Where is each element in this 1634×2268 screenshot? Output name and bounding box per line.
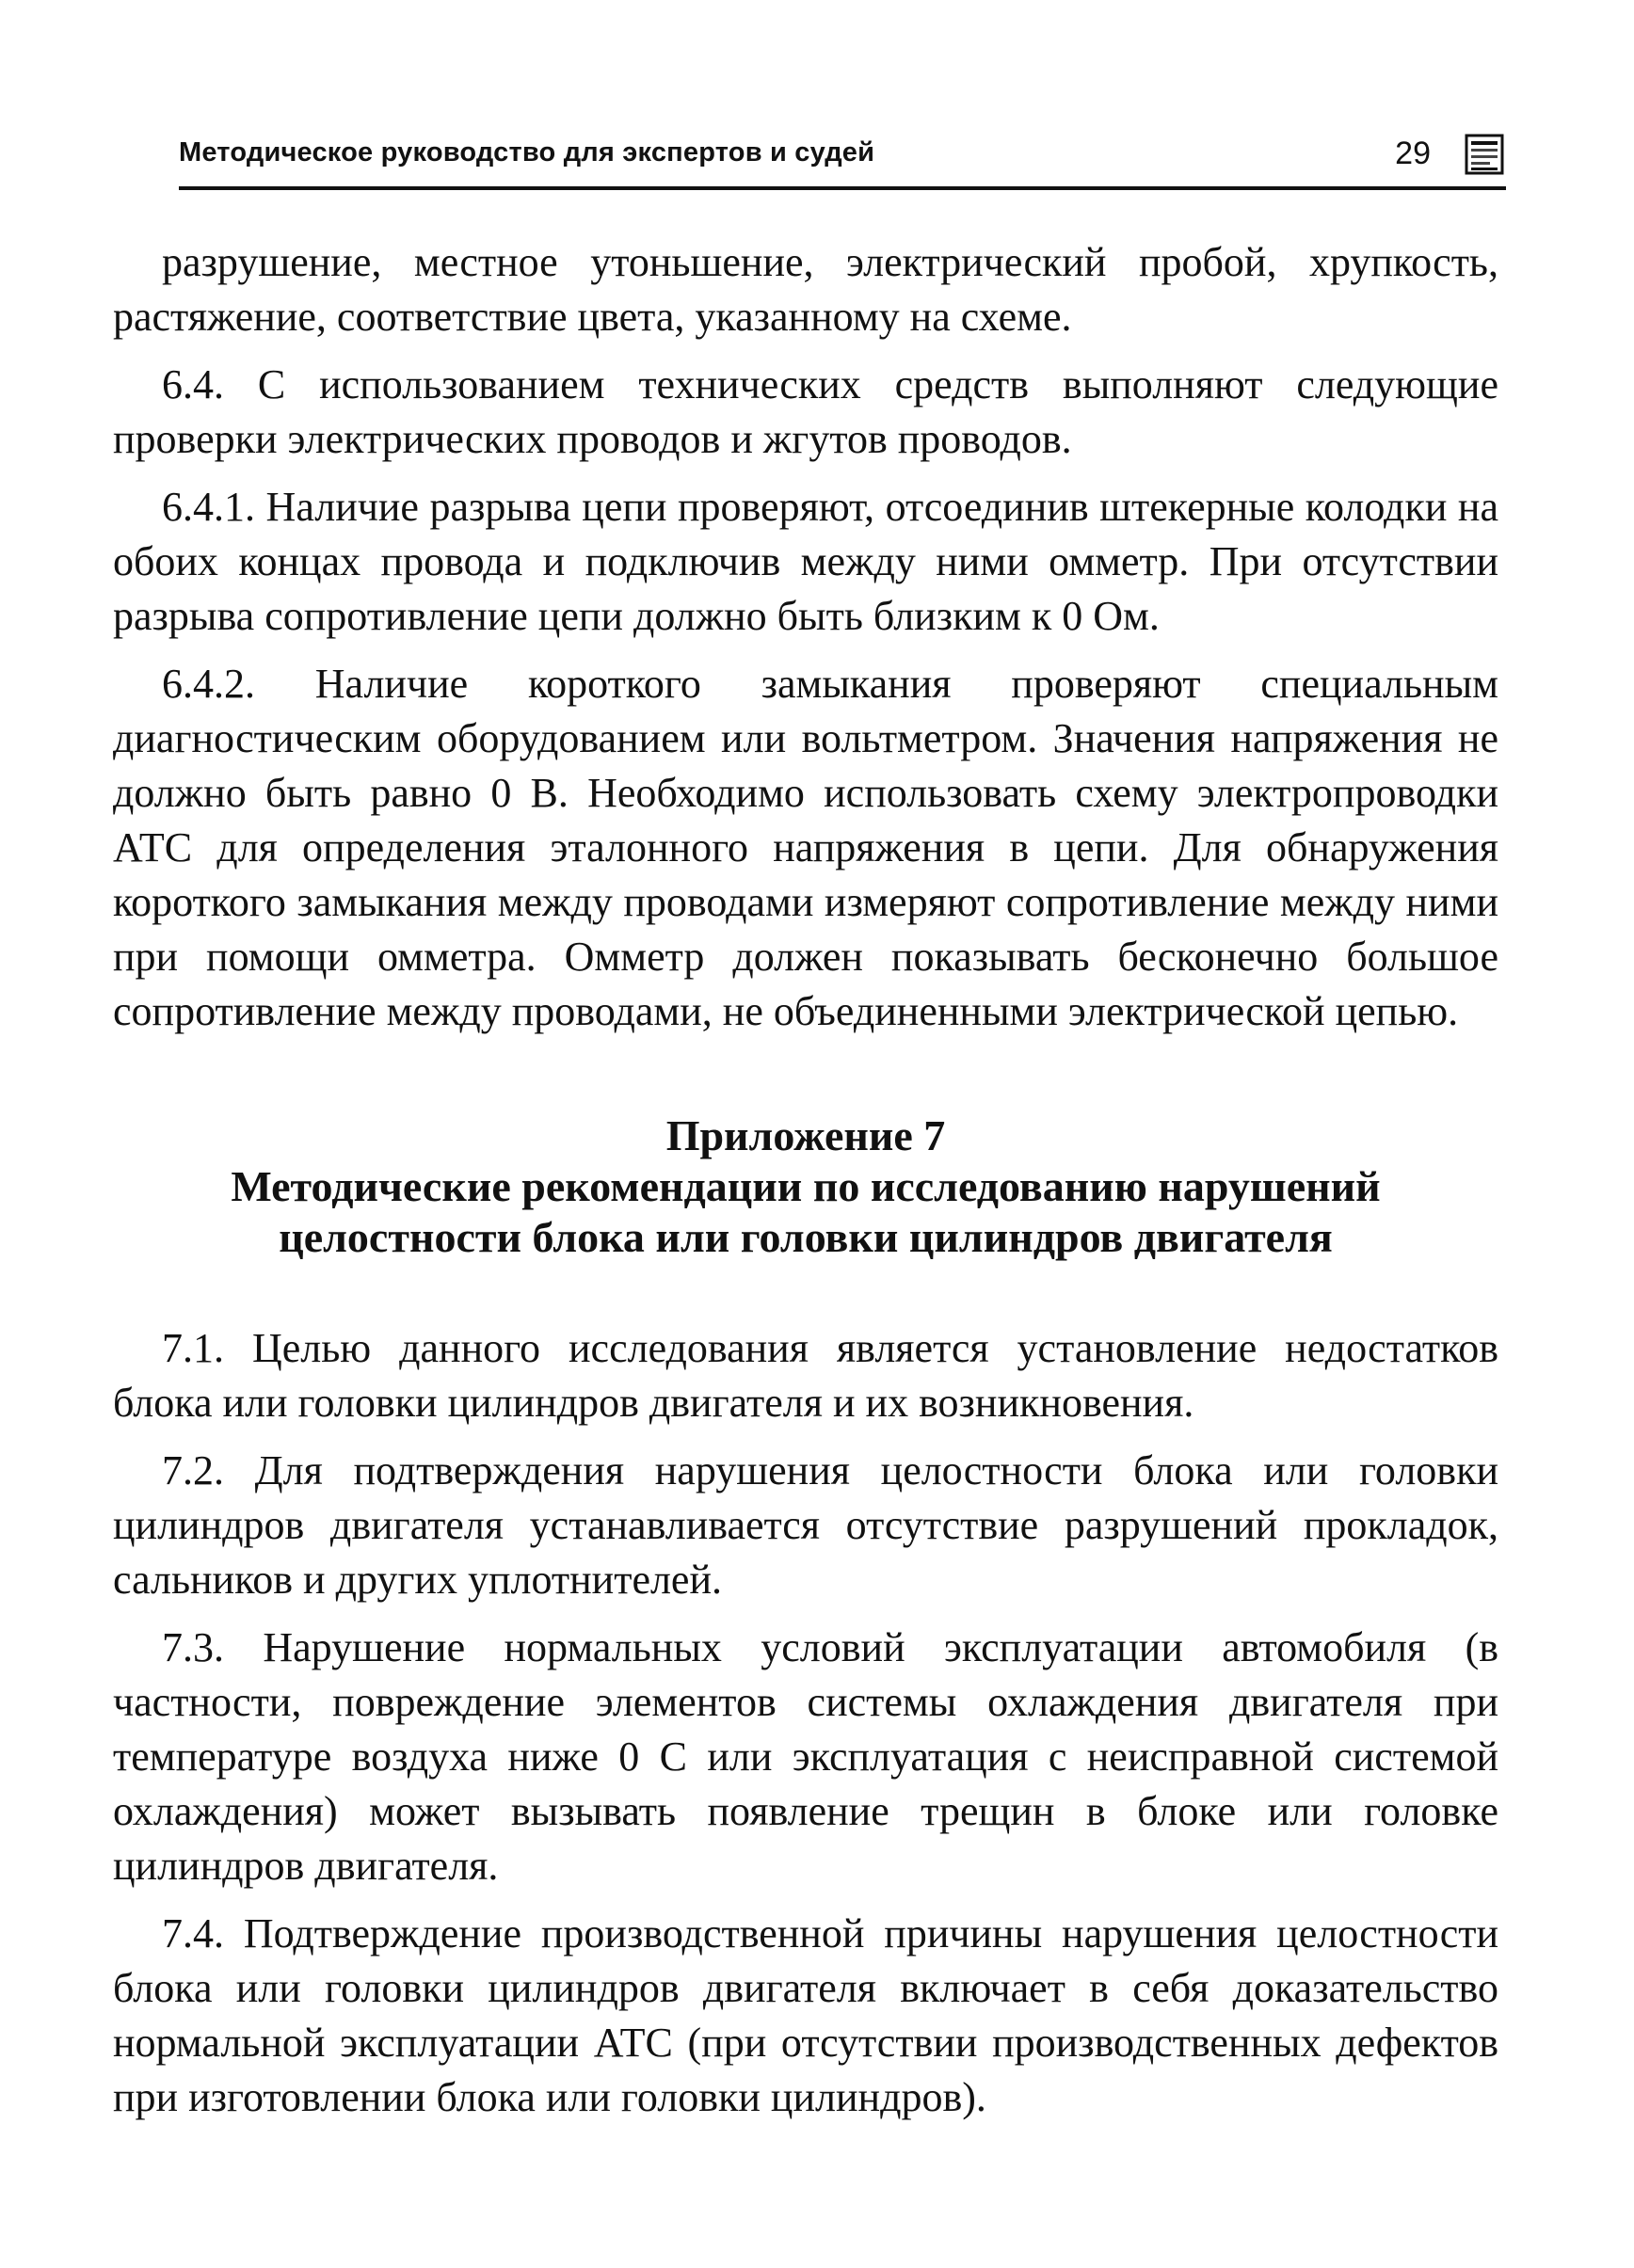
paragraph-7-2: 7.2. Для подтверждения нарушения целостности блока или головки цилиндров двигателя устанавливается отсутствие разрушений прокладок, сальников и других уплотнителей. <box>113 1447 1498 1603</box>
body-text <box>113 235 1498 2138</box>
appendix-subtitle-line2: целостности блока или головки цилиндров двигателя <box>279 1213 1333 1261</box>
header-title: Методическое руководство для экспертов и судей <box>179 137 875 168</box>
paragraph-6-4-2: 6.4.2. Наличие короткого замыкания проверяют специальным диагностическим оборудованием или вольтметром. Значения напряжения не должно быть равно 0 В. Необходимо использовать схему электропроводки АТС для определения эталонного напряжения в цепи. Для обнаружения короткого замыкания между проводами измеряют сопротивление между ними при помощи омметра. Омметр должен показывать бесконечно большое сопротивление между проводами, не объединенными электрической цепью. <box>113 661 1498 1034</box>
paragraph-6-4: 6.4. С использованием технических средств выполняют следующие проверки электрических проводов и жгутов проводов. <box>113 361 1498 462</box>
running-header <box>179 130 1506 190</box>
book-page-icon <box>1465 134 1504 175</box>
paragraph-7-4: 7.4. Подтверждение производственной причины нарушения целостности блока или головки цилиндров двигателя включает в себя доказательство нормальной эксплуатации АТС (при отсутствии производственных дефектов при изготовлении блока или головки цилиндров). <box>113 1910 1498 2120</box>
paragraph-6-4-1: 6.4.1. Наличие разрыва цепи проверяют, отсоединив штекерные колодки на обоих концах провода и подключив между ними омметр. При отсутствии разрыва сопротивление цепи должно быть близким к 0 Ом. <box>113 484 1498 639</box>
appendix-heading <box>113 1110 1498 1263</box>
paragraph-6-3-continuation: разрушение, местное утоньшение, электрический пробой, хрупкость, растяжение, соответствие цвета, указанному на схеме. <box>113 239 1498 340</box>
paragraph-7-1: 7.1. Целью данного исследования является установление недостатков блока или головки цилиндров двигателя и их возникновения. <box>113 1325 1498 1426</box>
page-number: 29 <box>1395 136 1431 171</box>
paragraph-7-3: 7.3. Нарушение нормальных условий эксплуатации автомобиля (в частности, повреждение элементов системы охлаждения двигателя при температуре воздуха ниже 0 С или эксплуатация с неисправной системой охлаждения) может вызывать появление трещин в блоке или головке цилиндров двигателя. <box>113 1624 1498 1889</box>
appendix-title: Приложение 7 <box>665 1111 946 1159</box>
appendix-subtitle-line1: Методические рекомендации по исследованию нарушений <box>231 1162 1381 1210</box>
